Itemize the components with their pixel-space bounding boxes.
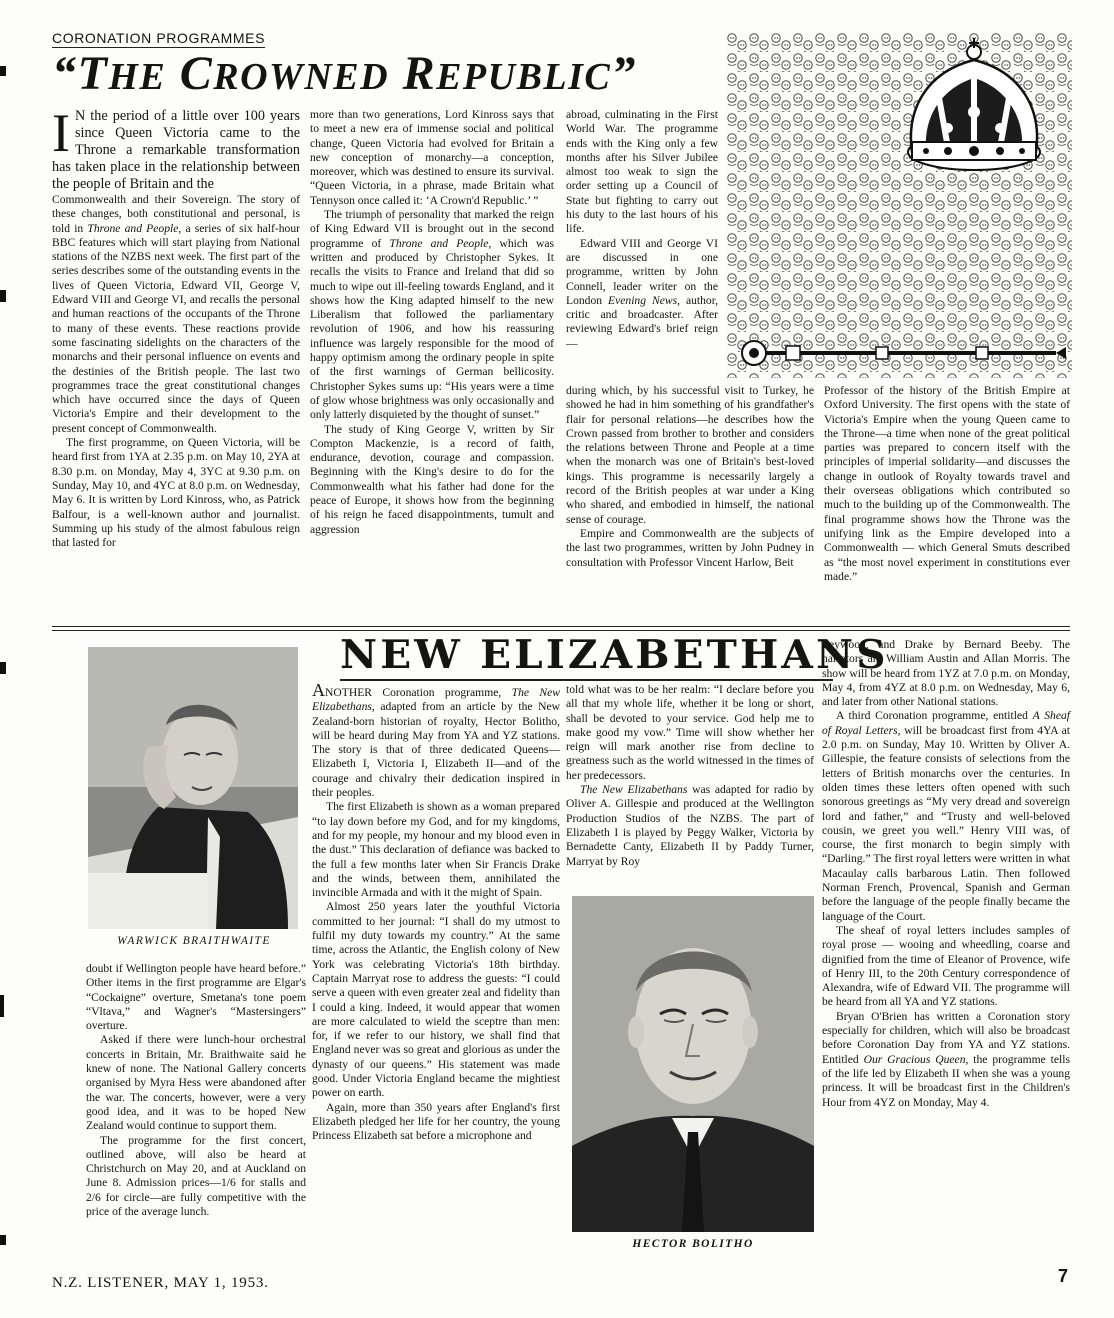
article3-column: doubt if Wellington people have heard before.” Other items in the first programme are Elgar's “Cockaigne” overture, Smetana's tone poem “Vltava,” and Wagner's “Mastersingers” overture. Asked if there were lunch-hour orchestral concerts in Britain, Mr. Braithwaite said he knew of none. The National Gallery concerts organised by Myra Hess were abandoned after the war. The concerts, however, were a very good idea, and it was to be hoped New Zealand would continue to support them. The programme for the first concert, outlined above, will also be heard at Christchurch on May 20, and at Auckland on June 8. Admission prices—1/6 for stalls and 2/6 for circle—are fully competitive with the price of the average lunch. xyxy=(86,962,306,1219)
binding-mark xyxy=(0,1235,6,1245)
caption-warwick-braithwaite: WARWICK BRAITHWAITE xyxy=(117,935,271,947)
crown-crowd-illustration xyxy=(726,32,1072,378)
drop-cap: A xyxy=(312,680,325,700)
article2-column-1: ANOTHER Coronation programme, The New Elizabethans, adapted from an article by the New Zealand-born historian of royalty, Hector Bolitho, will be heard during May from YA and YZ stations. The story is that of three dedicated Queens—Elizabeth I, Victoria I, Elizabeth II—and of the courage and chivalry their dedication inspired in their peoples. The first Elizabeth is shown as a woman prepared “to lay down before my God, and for my kingdoms, and for my people, my honour and my blood even in the dust.” This declaration of defiance was backed to the full a few months later when Sir Francis Drake and the winds, between them, annihilated the invincible Armada and with it the might of Spain. Almost 250 years later the youthful Victoria committed to her journal: “I shall do my utmost to fulfil my duty towards my country.” At the same time, across the Atlantic, the English colony of New York was celebrating Victoria's 18th birthday. Captain Marryat rose to address the guests: “I could serve a queen with even greater zeal and fidelity than I could a king. Indeed, it would appear that women are more calculated to wield the sceptre than men: for, if we refer to our history, we shall find that England never was so great and glorious as under the dynasty of our queens.” His statement was made good. Under Victoria England became the mightiest power on earth. Again, more than 350 years after England's first Elizabeth pledged her life for her country, the young Princess Elizabeth sat before a microphone and xyxy=(312,680,560,1143)
section-divider xyxy=(52,630,1070,631)
binding-mark xyxy=(0,66,6,76)
photo-warwick-braithwaite xyxy=(88,647,298,929)
publication-footer: N.Z. LISTENER, MAY 1, 1953. xyxy=(52,1275,269,1291)
article2-column-3: Leywood, and Drake by Bernard Beeby. The narrators are William Austin and Allan Morris. The show will be heard from 1YZ at 7.0 p.m. on Monday, May 4, from 4YZ at 8.0 p.m. on Wednesday, May 6, and later from other National stations. A third Coronation programme, entitled A Sheaf of Royal Letters, will be broadcast first from 4YA at 2.0 p.m. on Sunday, May 10. Written by Oliver A. Gillespie, the feature consists of selections from the letters of British monarchs over the centuries. In olden times these letters often opened with such sonorous greetings as “My very dread and sovereign lord and father,” and “Trusty and well-beloved cousin, we greet you well.” Henry VIII was, of course, the first monarch to begin simply with “Darling.” The first royal letters were written in what Macaulay calls barbarous Latin. Then followed Norman French, Provencal, Spanish and German before the language of the people finally became the language of the Court. The sheaf of royal letters includes samples of royal prose — wooing and wheedling, coarse and dignified from the time of Eleanor of Provence, wife of Henry III, to the 20th Century correspondence of Alexandra, wife of Edward VII. The programme will be heard from all YA and YZ stations. Bryan O'Brien has written a Coronation story especially for children, which will also be broadcast before Coronation Day from YA and YZ stations. Entitled Our Gracious Queen, the programme tells of the life led by Elizabeth II when she was a young princess. It will be broadcast first in the Children's Hour from 4YZ on Monday, May 4. xyxy=(822,638,1071,1109)
binding-mark xyxy=(0,995,4,1017)
article1-column-3-continued: during which, by his successful visit to Turkey, he showed he had in him something of his grandfather's flair for personal relations—he describes how the Crown passed from brother to brother and considers the relations between Throne and People at a time when the monarch was one of Britain's best-loved kings. This programme is necessarily largely a record of the British peoples at war under a King who shared, and embodied in himself, the national sense of courage. Empire and Commonwealth are the subjects of the last two programmes, written by John Pudney in consultation with Professor Vincent Harlow, Beit xyxy=(566,384,814,569)
page-number: 7 xyxy=(1058,1266,1069,1286)
article1-column-3: abroad, culminating in the First World War. The programme ends with the King only a few months after his Silver Jubilee almost too weak to sign the order setting up a Council of State but fighting to carry out his duty to the last hours of his life. Edward VIII and George VI are discussed in one programme, written by John Connell, leader writer on the London Evening News, author, critic and broadcaster. After reviewing Edward's brief reign— xyxy=(566,108,718,350)
photo-hector-bolitho xyxy=(572,896,814,1232)
headline-new-elizabethans: NEW ELIZABETHANS xyxy=(340,636,833,681)
section-divider xyxy=(52,626,1070,627)
drop-cap: I xyxy=(52,103,70,163)
article1-column-4: Professor of the history of the British Empire at Oxford University. The first opens with the state of Victoria's Empire when the young Queen came to the Throne—a time when none of the great political parties was prepared to concern itself with the principles of imperial solidarity—and discusses the change in outlook of Royalty towards travel and their overseas obligations which contributed so much to the building up of the Commonwealth. The final programme shows how the Throne was the unifying link as the Empire developed into a Commonwealth — which General Smuts described as “the most novel experiment in constitutions ever made.” xyxy=(824,384,1070,583)
binding-mark xyxy=(0,290,6,302)
section-kicker: CORONATION PROGRAMMES xyxy=(52,30,266,46)
article1-column-1: I N the period of a little over 100 years since Queen Victoria came to the Throne a remarkable transformation has taken place in the relationship between the people of Britain and the Commonwealth and their Sovereign. The story of these changes, both constitutional and personal, is told in Throne and People, a series of six half-hour BBC features which will start playing from National stations of the NZBS next week. The first part of the series describes some of the outstanding events in the lives of Queen Victoria, Edward VII, George V, Edward VIII and George VI, and recalls the personal and human reactions of the occupants of the Throne to many of these events. These reactions provide some fascinating sidelights on the characters of the monarchs and their personal influence on events and the destinies of the British people. The last two programmes trace the great constitutional changes which have occurred since the days of Queen Victoria's Empire and their development to the present concept of Commonwealth. The first programme, on Queen Victoria, will be heard first from 1YA at 2.35 p.m. on May 10, 2YA at 8.30 p.m. on Monday, May 4, 3YC at 9.30 p.m. on Sunday, May 10, and 4YC at 8.0 p.m. on Wednesday, May 6. It is written by Lord Kinross, who, as Patrick Balfour, is a well-known author and journalist. Summing up his study of the almost fabulous reign that lasted for xyxy=(52,103,300,550)
binding-mark xyxy=(0,662,6,674)
article2-column-2: told what was to be her realm: “I declare before you all that my whole life, whether it be long or short, shall be devoted to your service. God help me to make good my vow.” Time will show whether her reign will mark another rise from decline to greatness such as the world witnessed in the times of her predecessors. The New Elizabethans was adapted for radio by Oliver A. Gillespie and produced at the Wellington Production Studios of the NZBS. The part of Elizabeth I is played by Peggy Walker, Victoria by Bernadette Canty, Elizabeth II by Paddy Turner, Marryat by Roy xyxy=(566,683,814,868)
article1-column-2: more than two generations, Lord Kinross says that to meet a new era of immense social and political change, Queen Victoria had evolved for Britain a new conception of monarchy—a conception, moreover, which was destined to ensure its survival. “Queen Victoria, in a phrase, made Britain what Tennyson once called it: ‘A Crown'd Republic.’ ” The triumph of personality that marked the reign of King Edward VII is brought out in the second programme of Throne and People, which was written and produced by Christopher Sykes. It recalls the visits to France and Ireland that did so much to wipe out ill-feeling towards England, and it shows how the King adapted himself to the new Liberalism that followed the parliamentary revolution of 1906, and how his reassuring influence was largely responsible for the mood of happy optimism among the ordinary people in spite of the first warnings of German bellicosity. Christopher Sykes sums up: “His years were a time of glow whose brightness was only occasionally and only latterly disquieted by the thought of sunset.” The study of King George V, written by Sir Compton Mackenzie, is a record of faith, endurance, devotion, courage and compassion. Beginning with the King's desire to do for the Commonwealth what his father had done for the peace of Europe, it shows how from the beginning of his reign he faced disappointments, tumult and aggression xyxy=(310,108,554,536)
caption-hector-bolitho: HECTOR BOLITHO xyxy=(632,1238,754,1250)
headline-crowned-republic: “THE CROWNED REPUBLIC” xyxy=(52,47,637,100)
